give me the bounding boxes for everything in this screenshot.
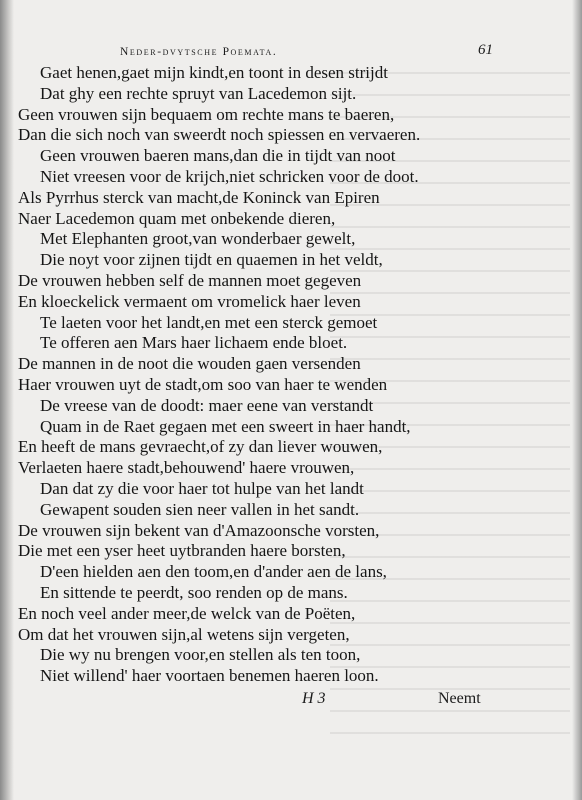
poem-line: Haer vrouwen uyt de stadt,om soo van haer te wenden — [18, 375, 388, 394]
poem-line: D'een hielden aen den toom,en d'ander aen de lans, — [40, 562, 387, 582]
poem-line: En heeft de mans gevraecht,of zy dan liever wouwen, — [18, 437, 383, 457]
poem-line: En sittende te peerdt, soo renden op de mans. — [40, 583, 348, 602]
poem-line: En noch veel ander meer,de welck van de Poëten, — [18, 603, 356, 623]
poem-line: Als Pyrrhus sterck van macht,de Koninck van Epiren — [18, 187, 380, 207]
poem-line: De vrouwen sijn bekent van d'Amazoonsche vorsten, — [18, 520, 380, 540]
poem-line: Die wy nu brengen voor,en stellen als ten toon, — [40, 645, 361, 665]
poem-line: Dat ghy een rechte spruyt van Lacedemon sijt. — [40, 83, 357, 103]
poem-line: De vreese van de doodt: maer eene van verstandt — [40, 395, 374, 415]
poem-line: Met Elephanten groot,van wonderbaer gewelt, — [40, 229, 356, 249]
poem-line: De vrouwen hebben self de mannen moet gegeven — [18, 271, 362, 290]
poem-line: Geen vrouwen baeren mans,dan die in tijdt van noot — [40, 146, 396, 166]
poem-line: Niet vreesen voor de krijch,niet schricken voor de doot. — [40, 167, 419, 186]
poem-line: Verlaeten haere stadt,behouwend' haere vrouwen, — [18, 458, 355, 478]
poem-line: Die met een yser heet uytbranden haere borsten, — [18, 541, 346, 561]
poem-line: Te laeten voor het landt,en met een sterck gemoet — [40, 312, 378, 332]
page-gutter-shadow — [0, 0, 14, 800]
poem-line: Naer Lacedemon quam met onbekende dieren, — [18, 208, 336, 228]
signature-mark: H 3 — [302, 690, 326, 707]
poem-line: Geen vrouwen sijn bequaem om rechte mans te baeren, — [18, 104, 395, 124]
poem-line: Gaet henen,gaet mijn kindt,en toont in desen strijdt — [40, 63, 388, 82]
poem-line: Quam in de Raet gegaen met een sweert in haer handt, — [40, 416, 411, 436]
poem-line: Om dat het vrouwen sijn,al wetens sijn vergeten, — [18, 624, 350, 644]
poem-line: De mannen in de noot die wouden gaen versenden — [18, 354, 361, 374]
poem-line: En kloeckelick vermaent om vromelick haer leven — [18, 291, 361, 311]
poem-line: Die noyt voor zijnen tijdt en quaemen in het veldt, — [40, 250, 383, 270]
poem-line: Gewapent souden sien neer vallen in het sandt. — [40, 499, 360, 519]
page-edge-shadow — [572, 0, 582, 800]
poem-line: Dan die sich noch van sweerdt noch spiessen en vervaeren. — [18, 125, 421, 145]
poem-line: Dan dat zy die voor haer tot hulpe van het landt — [40, 479, 364, 498]
running-title: Neder-dvytsche Poemata. — [120, 46, 278, 58]
page-number: 61 — [478, 42, 493, 58]
poem-line: Niet willend' haer voortaen benemen haeren loon. — [40, 666, 379, 686]
catchword: Neemt — [438, 690, 481, 707]
poem-line: Te offeren aen Mars haer lichaem ende bloet. — [40, 333, 348, 353]
